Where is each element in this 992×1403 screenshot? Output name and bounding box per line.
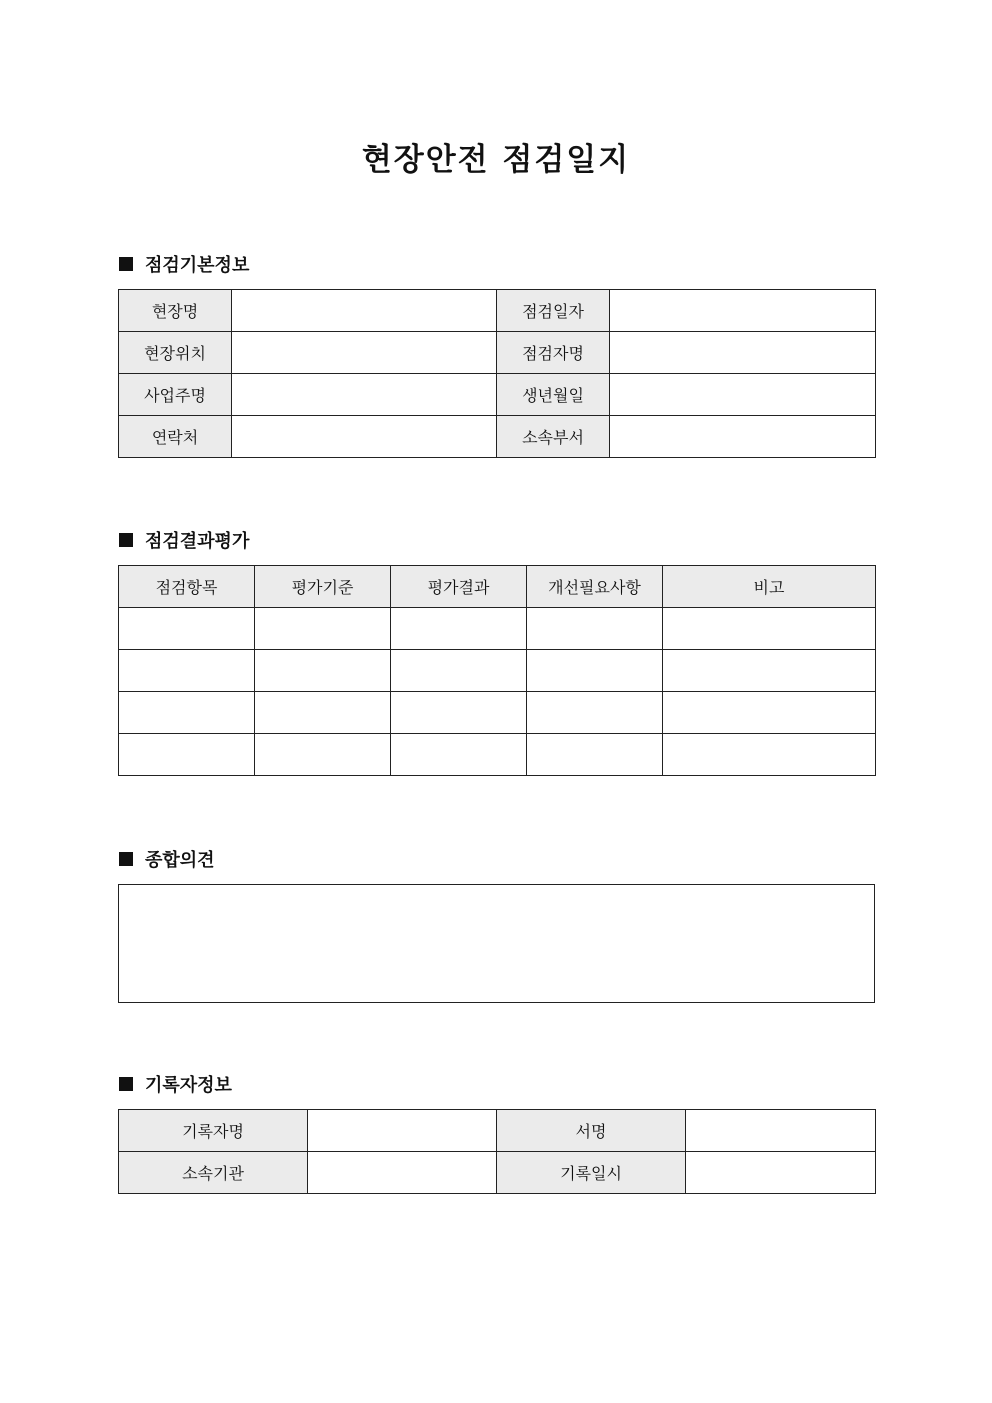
table-row	[119, 734, 876, 776]
field-owner-name[interactable]	[232, 374, 497, 416]
table-row	[119, 332, 876, 374]
square-bullet-icon	[119, 257, 133, 271]
table-cell[interactable]	[119, 692, 255, 734]
table-row	[119, 608, 876, 650]
field-signature[interactable]	[686, 1110, 876, 1152]
column-header-result: 평가결과	[391, 566, 527, 608]
column-header-item: 점검항목	[119, 566, 255, 608]
recorder-info-table	[118, 1109, 876, 1194]
field-contact[interactable]	[232, 416, 497, 458]
column-header-criteria: 평가기준	[255, 566, 391, 608]
square-bullet-icon	[119, 533, 133, 547]
table-row	[119, 374, 876, 416]
field-label-birth-date: 생년월일	[497, 374, 610, 416]
field-label-inspector-name: 점검자명	[497, 332, 610, 374]
table-cell[interactable]	[527, 692, 663, 734]
table-row	[119, 1152, 876, 1194]
section-heading-label: 기록자정보	[145, 1075, 232, 1096]
field-label-record-datetime: 기록일시	[497, 1152, 686, 1194]
table-cell[interactable]	[527, 650, 663, 692]
column-header-remarks: 비고	[663, 566, 876, 608]
section-heading-opinion	[119, 846, 215, 872]
table-row	[119, 290, 876, 332]
section-heading-result	[119, 527, 249, 553]
table-cell[interactable]	[391, 692, 527, 734]
field-site-name[interactable]	[232, 290, 497, 332]
table-header-row	[119, 566, 876, 608]
section-heading-recorder	[119, 1071, 232, 1097]
table-cell[interactable]	[255, 692, 391, 734]
table-cell[interactable]	[391, 650, 527, 692]
field-department[interactable]	[610, 416, 876, 458]
section-heading-label: 점검결과평가	[145, 531, 250, 552]
table-cell[interactable]	[527, 608, 663, 650]
field-label-site-location: 현장위치	[119, 332, 232, 374]
square-bullet-icon	[119, 1077, 133, 1091]
table-cell[interactable]	[663, 608, 876, 650]
table-cell[interactable]	[255, 734, 391, 776]
result-table	[118, 565, 876, 776]
table-cell[interactable]	[527, 734, 663, 776]
field-label-owner-name: 사업주명	[119, 374, 232, 416]
field-label-signature: 서명	[497, 1110, 686, 1152]
square-bullet-icon	[119, 852, 133, 866]
table-row	[119, 692, 876, 734]
field-label-department: 소속부서	[497, 416, 610, 458]
field-recorder-name[interactable]	[308, 1110, 497, 1152]
section-heading-basic-info	[119, 251, 249, 277]
field-birth-date[interactable]	[610, 374, 876, 416]
opinion-textarea[interactable]	[118, 884, 875, 1003]
table-cell[interactable]	[663, 692, 876, 734]
section-heading-label: 종합의견	[145, 850, 215, 871]
field-inspector-name[interactable]	[610, 332, 876, 374]
field-label-organization: 소속기관	[119, 1152, 308, 1194]
table-row	[119, 1110, 876, 1152]
table-cell[interactable]	[663, 650, 876, 692]
field-inspection-date[interactable]	[610, 290, 876, 332]
table-cell[interactable]	[255, 650, 391, 692]
field-label-inspection-date: 점검일자	[497, 290, 610, 332]
table-row	[119, 650, 876, 692]
table-cell[interactable]	[119, 650, 255, 692]
field-label-recorder-name: 기록자명	[119, 1110, 308, 1152]
field-label-contact: 연락처	[119, 416, 232, 458]
table-cell[interactable]	[255, 608, 391, 650]
table-cell[interactable]	[119, 734, 255, 776]
field-label-site-name: 현장명	[119, 290, 232, 332]
table-cell[interactable]	[391, 734, 527, 776]
field-site-location[interactable]	[232, 332, 497, 374]
section-heading-label: 점검기본정보	[145, 255, 250, 276]
basic-info-table	[118, 289, 876, 458]
table-cell[interactable]	[391, 608, 527, 650]
field-record-datetime[interactable]	[686, 1152, 876, 1194]
table-cell[interactable]	[119, 608, 255, 650]
table-cell[interactable]	[663, 734, 876, 776]
column-header-improvement: 개선필요사항	[527, 566, 663, 608]
page-title: 현장안전 점검일지	[361, 142, 631, 178]
table-row	[119, 416, 876, 458]
field-organization[interactable]	[308, 1152, 497, 1194]
